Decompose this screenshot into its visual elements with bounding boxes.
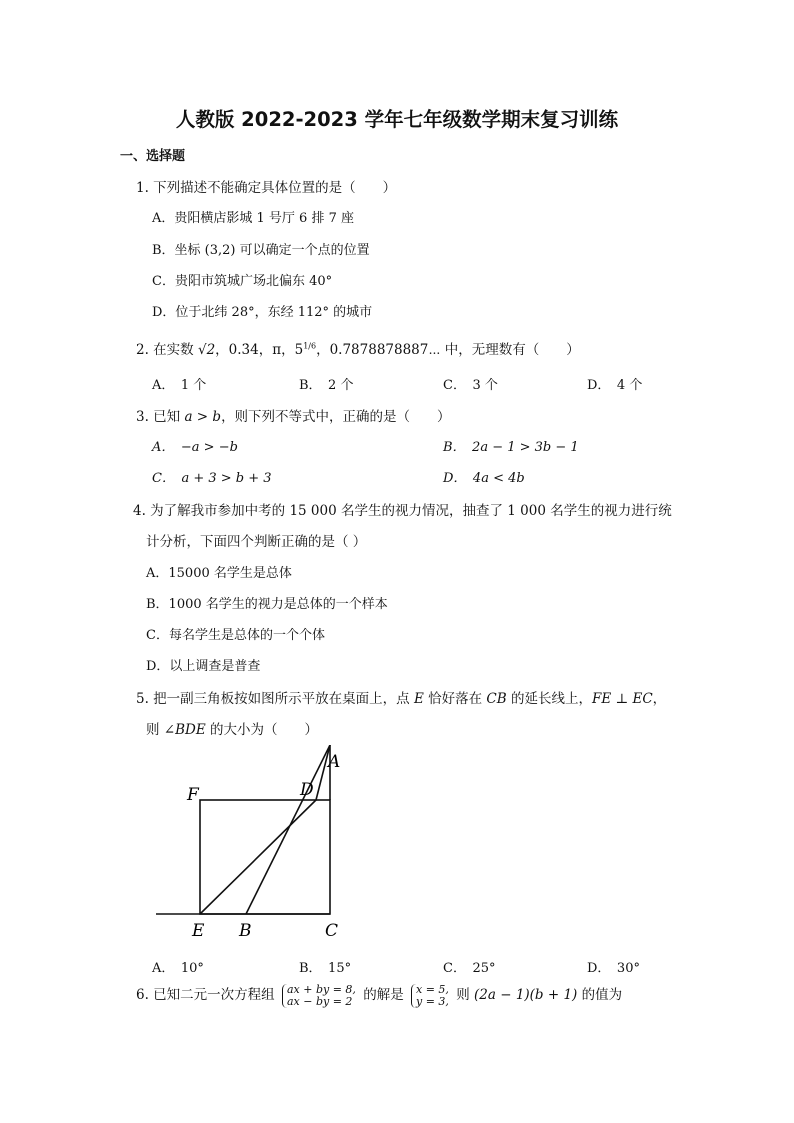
q6-system xyxy=(282,984,356,1008)
label-c: C xyxy=(325,921,339,941)
question-1-option-b: B．坐标 (3,2) 可以确定一个点的位置 xyxy=(152,243,370,258)
q3-suffix: ，则下列不等式中，正确的是（ ） xyxy=(221,409,451,425)
question-2-stem xyxy=(136,338,580,358)
question-3-option-c: C． a + 3 > b + 3 xyxy=(152,471,272,486)
segment-ba xyxy=(246,745,330,914)
q2-sqrt: √2 xyxy=(197,342,216,358)
q6-prefix: 6. 已知二元一次方程组 xyxy=(136,987,275,1003)
q5-text-d: ， xyxy=(652,691,667,707)
question-3-stem xyxy=(136,405,451,425)
q5-text-e: 则 xyxy=(146,722,160,738)
label-f: F xyxy=(187,785,199,805)
question-4-line-2: 计分析，下面四个判断正确的是（ ） xyxy=(146,534,367,550)
question-5-option-b: B． 15° xyxy=(299,961,352,976)
question-4-option-a: A．15000 名学生是总体 xyxy=(146,566,292,581)
q3-prefix: 3. 已知 xyxy=(136,409,181,425)
question-1-option-c: C．贵阳市筑城广场北偏东 40° xyxy=(152,274,333,289)
question-5-option-c: C． 25° xyxy=(443,961,496,976)
q2-suffix: ，0.7878878887⋯ 中，无理数有（ ） xyxy=(316,342,580,358)
q6-suffix: 的值为 xyxy=(581,987,623,1003)
q5-angle: ∠BDE xyxy=(163,722,206,738)
question-4-option-d: D．以上调查是普查 xyxy=(146,659,261,674)
q6-then: 则 xyxy=(456,987,470,1003)
label-b: B xyxy=(239,921,252,941)
q6-solution xyxy=(411,984,449,1008)
question-2-option-a: A． 1 个 xyxy=(152,378,207,393)
section-heading: 一、选择题 xyxy=(120,149,186,164)
q6-expression: (2a − 1)(b + 1) xyxy=(474,987,578,1003)
q6-eq2: ax − by = 2 xyxy=(286,994,353,1008)
question-5-option-d: D． 30° xyxy=(587,961,640,976)
q2-nums: ，0.3̇4̇，π，5 xyxy=(215,342,304,358)
q6-mid: 的解是 xyxy=(363,987,404,1003)
question-4-option-c: C．每名学生是总体的一个个体 xyxy=(146,628,325,643)
label-e: E xyxy=(192,921,205,941)
q5-segment-cb: CB xyxy=(486,691,507,707)
q5-point-e: E xyxy=(413,691,424,707)
document-title: 人教版 2022-2023 学年七年级数学期末复习训练 xyxy=(175,108,619,131)
question-2-option-c: C． 3 个 xyxy=(443,378,498,393)
question-1-stem: 1. 下列描述不能确定具体位置的是（ ） xyxy=(136,180,397,196)
question-3-option-d: D． 4a < 4b xyxy=(443,471,525,486)
q5-text-c: 的延长线上， xyxy=(510,691,592,707)
q3-condition: a > b xyxy=(184,409,222,425)
question-1-option-d: D．位于北纬 28°，东经 112° 的城市 xyxy=(152,305,373,320)
question-2-option-b: B． 2 个 xyxy=(299,378,354,393)
question-4-option-b: B．1000 名学生的视力是总体的一个样本 xyxy=(146,597,388,612)
question-2-option-d: D． 4 个 xyxy=(587,378,643,393)
q2-fraction: 1/6 xyxy=(303,341,317,351)
q2-prefix: 2. 在实数 xyxy=(136,342,194,358)
segment-ed xyxy=(200,800,316,914)
question-5-option-a: A． 10° xyxy=(152,961,204,976)
q5-text-a: 5. 把一副三角板按如图所示平放在桌面上，点 xyxy=(136,691,410,707)
question-6-stem xyxy=(136,983,622,1008)
question-5-line-1 xyxy=(136,687,666,707)
q6-sol2: y = 3, xyxy=(416,994,449,1008)
q5-text-f: 的大小为（ ） xyxy=(210,722,319,738)
q5-text-b: 恰好落在 xyxy=(428,691,483,707)
square-fdce xyxy=(200,800,330,914)
q6-eq1: ax + by = 8, xyxy=(286,982,356,996)
question-3-option-a: A． −a > −b xyxy=(152,440,238,455)
q6-sol1: x = 5, xyxy=(416,982,449,996)
question-4-line-1: 4. 为了解我市参加中考的 15 000 名学生的视力情况，抽查了 1 000 名学生的视力进行统 xyxy=(133,503,672,519)
label-d: D xyxy=(300,780,314,800)
triangle-figure xyxy=(150,745,360,945)
question-3-option-b: B． 2a − 1 > 3b − 1 xyxy=(443,440,579,455)
question-1-option-a: A．贵阳横店影城 1 号厅 6 排 7 座 xyxy=(152,211,354,226)
question-5-line-2 xyxy=(146,718,318,738)
q5-perpendicular: FE ⊥ EC xyxy=(591,691,653,707)
label-a: A xyxy=(328,752,341,772)
